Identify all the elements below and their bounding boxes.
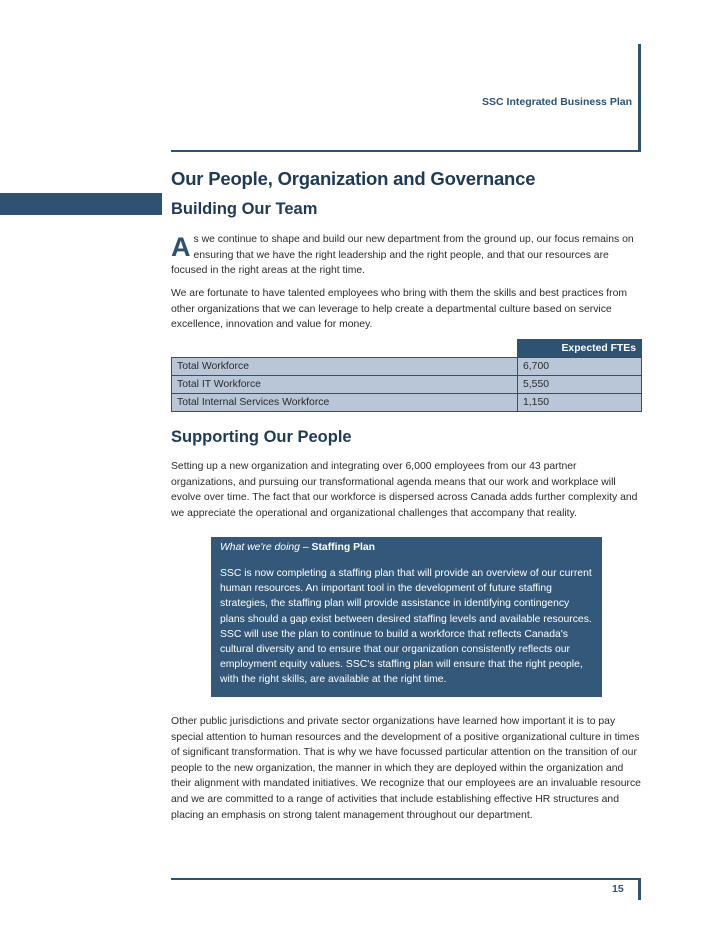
callout-body: SSC is now completing a staffing plan that will provide an overview of our current human resources. An important tool in the development of future staffing strategies, the staffing plan will provide assistance in identifying contingency plans should a gap exist between desired staffing levels and available resources. SSC will use the plan to continue to build a workforce that reflects Canada's cultural diversity and to ensure that our organization consistently reflects our employment equity values. SSC's staffing plan will ensure that the right people, with the right skills, are available at the right time.	[220, 568, 592, 686]
staffing-plan-callout	[211, 537, 602, 697]
fte-table-header-blank	[172, 340, 518, 358]
table-row	[172, 376, 642, 394]
table-row-label: Total Internal Services Workforce	[172, 394, 518, 412]
table-row-label: Total Workforce	[172, 358, 518, 376]
support-heading: Supporting Our People	[171, 428, 352, 446]
table-row	[172, 394, 642, 412]
table-row	[172, 358, 642, 376]
table-row-label: Total IT Workforce	[172, 376, 518, 394]
page-number: 15	[612, 883, 624, 895]
table-row-value: 5,550	[518, 376, 642, 394]
footer-horizontal-rule	[171, 878, 641, 880]
section-subtitle: Building Our Team	[171, 200, 318, 218]
section-accent-bar	[0, 193, 162, 215]
support-paragraph: Setting up a new organization and integrating over 6,000 employees from our 43 partner organizations, and pursuing our transformational agenda means that our work and workplace will evolve over time. The fact that our workforce is dispersed across Canada adds further complexity and we appreciate the operational and organizational challenges that accompany that reality.	[171, 461, 638, 519]
document-header-title: SSC Integrated Business Plan	[482, 96, 632, 108]
closing-paragraph: Other public jurisdictions and private sector organizations have learned how important it is to pay special attention to human resources and the development of a positive organizational culture in times of significant transformation. That is why we have focussed particular attention on the transition of our people to the new organization, the manner in which they are deployed within the organization and their alignment with mandated initiatives. We recognize that our employees are an invaluable resource and we are committed to a range of activities that include establishing effective HR structures and placing an emphasis on strong talent management throughout our department.	[171, 716, 641, 821]
fte-table	[171, 339, 642, 412]
callout-heading	[220, 542, 375, 553]
header-vertical-rule	[638, 44, 641, 151]
table-row-value: 6,700	[518, 358, 642, 376]
intro-text: s we continue to shape and build our new department from the ground up, our focus remains on ensuring that we have the right leadership and the right people, and that our resources are focused in the right areas at the right time.	[171, 234, 634, 277]
footer-vertical-rule	[638, 878, 641, 900]
header-horizontal-rule	[171, 150, 641, 152]
drop-cap: A	[171, 232, 191, 262]
fte-table-header: Expected FTEs	[518, 340, 642, 358]
talent-paragraph: We are fortunate to have talented employees who bring with them the skills and best practices from other organizations that we can leverage to help create a departmental culture based on service excellence, innovation and value for money.	[171, 288, 628, 331]
intro-paragraph	[171, 232, 641, 279]
fte-table-header-row	[172, 340, 642, 358]
callout-label-italic: What we're doing	[220, 542, 300, 553]
section-title: Our People, Organization and Governance	[171, 168, 536, 189]
callout-label-separator: –	[299, 542, 312, 553]
table-row-value: 1,150	[518, 394, 642, 412]
callout-label-bold: Staffing Plan	[311, 542, 376, 553]
